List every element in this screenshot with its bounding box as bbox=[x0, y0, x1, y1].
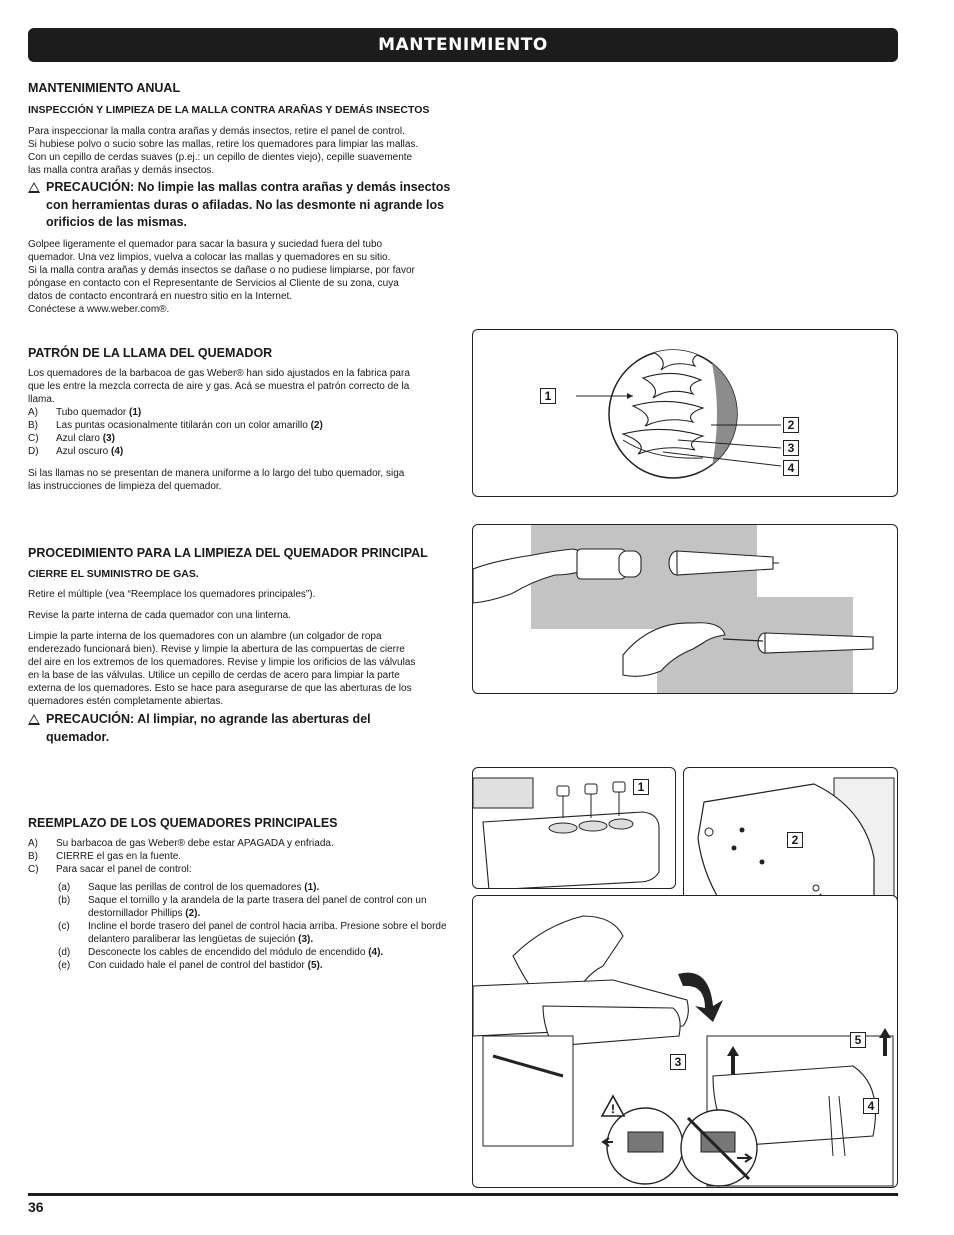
remove-panel-figure bbox=[472, 895, 898, 1188]
annual-section bbox=[28, 80, 454, 316]
text-line: enderezado funcionará bien). Revise y limpie la abertura de las compuertas de cierre bbox=[28, 644, 405, 655]
text-line: Golpee ligeramente el quemador para sacar la basura y suciedad fuera del tubo bbox=[28, 238, 383, 250]
warning-icon bbox=[28, 711, 46, 746]
text-line: las instrucciones de limpieza del quemador. bbox=[28, 481, 222, 492]
list-item: C) Para sacar el panel de control: bbox=[28, 864, 192, 875]
flame-list bbox=[28, 406, 454, 458]
annual-heading: MANTENIMIENTO ANUAL bbox=[28, 81, 181, 95]
text-line: externa de los quemadores. Esto se hace para asegurarse de que las aberturas de los bbox=[28, 683, 412, 694]
text-line: Si la malla contra arañas y demás insectos se dañase o no pudiese limpiarse, por favor bbox=[28, 264, 415, 276]
page-number: 36 bbox=[28, 1199, 44, 1215]
flame-outro bbox=[28, 467, 454, 493]
replace-list bbox=[28, 837, 454, 876]
cleaning-section bbox=[28, 545, 454, 746]
cleaning-heading: PROCEDIMIENTO PARA LA LIMPIEZA DEL QUEMADOR PRINCIPAL bbox=[28, 546, 428, 560]
text-line: Los quemadores de la barbacoa de gas Weber® han sido ajustados en la fabrica para bbox=[28, 368, 410, 379]
text-line: póngase en contacto con el Representante de Servicios al Cliente de su zona, cuya bbox=[28, 277, 399, 289]
flame-heading: PATRÓN DE LA LLAMA DEL QUEMADOR bbox=[28, 346, 273, 360]
text-line: Con un cepillo de cerdas suaves (p.ej.: un cepillo de dientes viejo), cepille suavemente bbox=[28, 152, 413, 163]
cleaning-p1: Retire el múltiple (vea “Reemplace los quemadores principales”). bbox=[28, 589, 316, 600]
list-item: (e) Con cuidado hale el panel de control del bastidor (5). bbox=[58, 960, 323, 971]
callout-3: 3 bbox=[670, 1054, 686, 1070]
callout-3: 3 bbox=[783, 440, 799, 456]
warning-icon bbox=[28, 179, 46, 232]
callout-1: 1 bbox=[540, 388, 556, 404]
list-item: (c) Incline el borde trasero del panel de control hacia arriba. Presione sobre el borde delantero paraliberar las lengüetas de sujeción (3). bbox=[58, 921, 447, 945]
annual-subheading: INSPECCIÓN Y LIMPIEZA DE LA MALLA CONTRA ARAÑAS Y DEMÁS INSECTOS bbox=[28, 104, 430, 116]
caution-text: PRECAUCIÓN: No limpie las mallas contra arañas y demás insectos con herramientas duras o afiladas. No las desmonte ni agrande los orificios de las mismas. bbox=[46, 180, 451, 229]
list-item: (d) Desconecte los cables de encendido del módulo de encendido (4). bbox=[58, 947, 384, 958]
text-line: las malla contra arañas y demás insectos. bbox=[28, 165, 215, 176]
list-item: D) Azul oscuro (4) bbox=[28, 446, 124, 457]
cleaning-p2: Revise la parte interna de cada quemador con una linterna. bbox=[28, 610, 291, 621]
callout-2: 2 bbox=[783, 417, 799, 433]
replace-heading: REEMPLAZO DE LOS QUEMADORES PRINCIPALES bbox=[28, 816, 338, 830]
text-line: Conéctese a www.weber.com®. bbox=[28, 303, 170, 315]
text-line: Si hubiese polvo o sucio sobre las mallas, retire los quemadores para limpiar las mallas. bbox=[28, 139, 419, 150]
text-line: Si las llamas no se presentan de manera uniforme a lo largo del tubo quemador, siga bbox=[28, 468, 405, 479]
list-item: C) Azul claro (3) bbox=[28, 433, 115, 444]
text-line: Limpie la parte interna de los quemadores con un alambre (un colgador de ropa bbox=[28, 631, 382, 642]
callout-4: 4 bbox=[783, 460, 799, 476]
list-item: B) CIERRE el gas en la fuente. bbox=[28, 851, 182, 862]
text-line: del aire en los extremos de los quemadores. Revise y limpie los orificios de las válvulas bbox=[28, 657, 416, 668]
remove-knobs-figure bbox=[472, 767, 676, 889]
caution-text: PRECAUCIÓN: Al limpiar, no agrande las aberturas del quemador. bbox=[46, 712, 371, 744]
flame-intro bbox=[28, 367, 454, 406]
text-line: en la base de las válvulas. Utilice un cepillo de cerdas de acero para limpiar la parte bbox=[28, 670, 400, 681]
replace-sublist bbox=[28, 881, 454, 972]
annual-para2 bbox=[28, 238, 454, 316]
page-title: MANTENIMIENTO bbox=[378, 35, 548, 55]
text-line: llama. bbox=[28, 394, 55, 405]
text-line: datos de contacto encontrará en nuestro sitio en la Internet. bbox=[28, 290, 293, 302]
flame-pattern-figure bbox=[472, 329, 898, 497]
annual-para1 bbox=[28, 125, 454, 177]
flame-illustration bbox=[473, 330, 898, 497]
cleaning-subheading: CIERRE EL SUMINISTRO DE GAS. bbox=[28, 568, 199, 580]
burner-cleaning-figure bbox=[472, 524, 898, 694]
callout-5: 5 bbox=[850, 1032, 866, 1048]
flame-section bbox=[28, 345, 454, 493]
svg-text:!: ! bbox=[611, 1102, 615, 1116]
replace-section bbox=[28, 815, 454, 972]
cleaning-p3 bbox=[28, 630, 454, 708]
callout-4: 4 bbox=[863, 1098, 879, 1114]
list-item: A) Su barbacoa de gas Weber® debe estar APAGADA y enfriada. bbox=[28, 838, 334, 849]
footer-rule bbox=[28, 1193, 898, 1196]
list-item: B) Las puntas ocasionalmente titilarán con un color amarillo (2) bbox=[28, 420, 323, 431]
text-line: que les entre la mezcla correcta de aire y gas. Acá se muestra el patrón correcto de la bbox=[28, 381, 410, 392]
list-item: (b) Saque el tornillo y la arandela de la parte trasera del panel de control con un destornillador Phillips (2). bbox=[58, 895, 427, 919]
text-line: Para inspeccionar la malla contra arañas y demás insectos, retire el panel de control. bbox=[28, 126, 405, 137]
cleaning-illustration bbox=[473, 525, 898, 694]
page-title-bar bbox=[28, 28, 898, 62]
panel-illustration bbox=[473, 896, 898, 1188]
text-line: quemadores estén completamente abiertas. bbox=[28, 696, 224, 707]
text-line: quemador. Una vez limpios, vuelva a colocar las mallas y quemadores en su sitio. bbox=[28, 251, 391, 263]
list-item: A) Tubo quemador (1) bbox=[28, 407, 142, 418]
callout-1: 1 bbox=[633, 779, 649, 795]
list-item: (a) Saque las perillas de control de los quemadores (1). bbox=[58, 882, 320, 893]
cleaning-caution bbox=[28, 711, 428, 746]
annual-caution bbox=[28, 179, 454, 232]
callout-2: 2 bbox=[787, 832, 803, 848]
